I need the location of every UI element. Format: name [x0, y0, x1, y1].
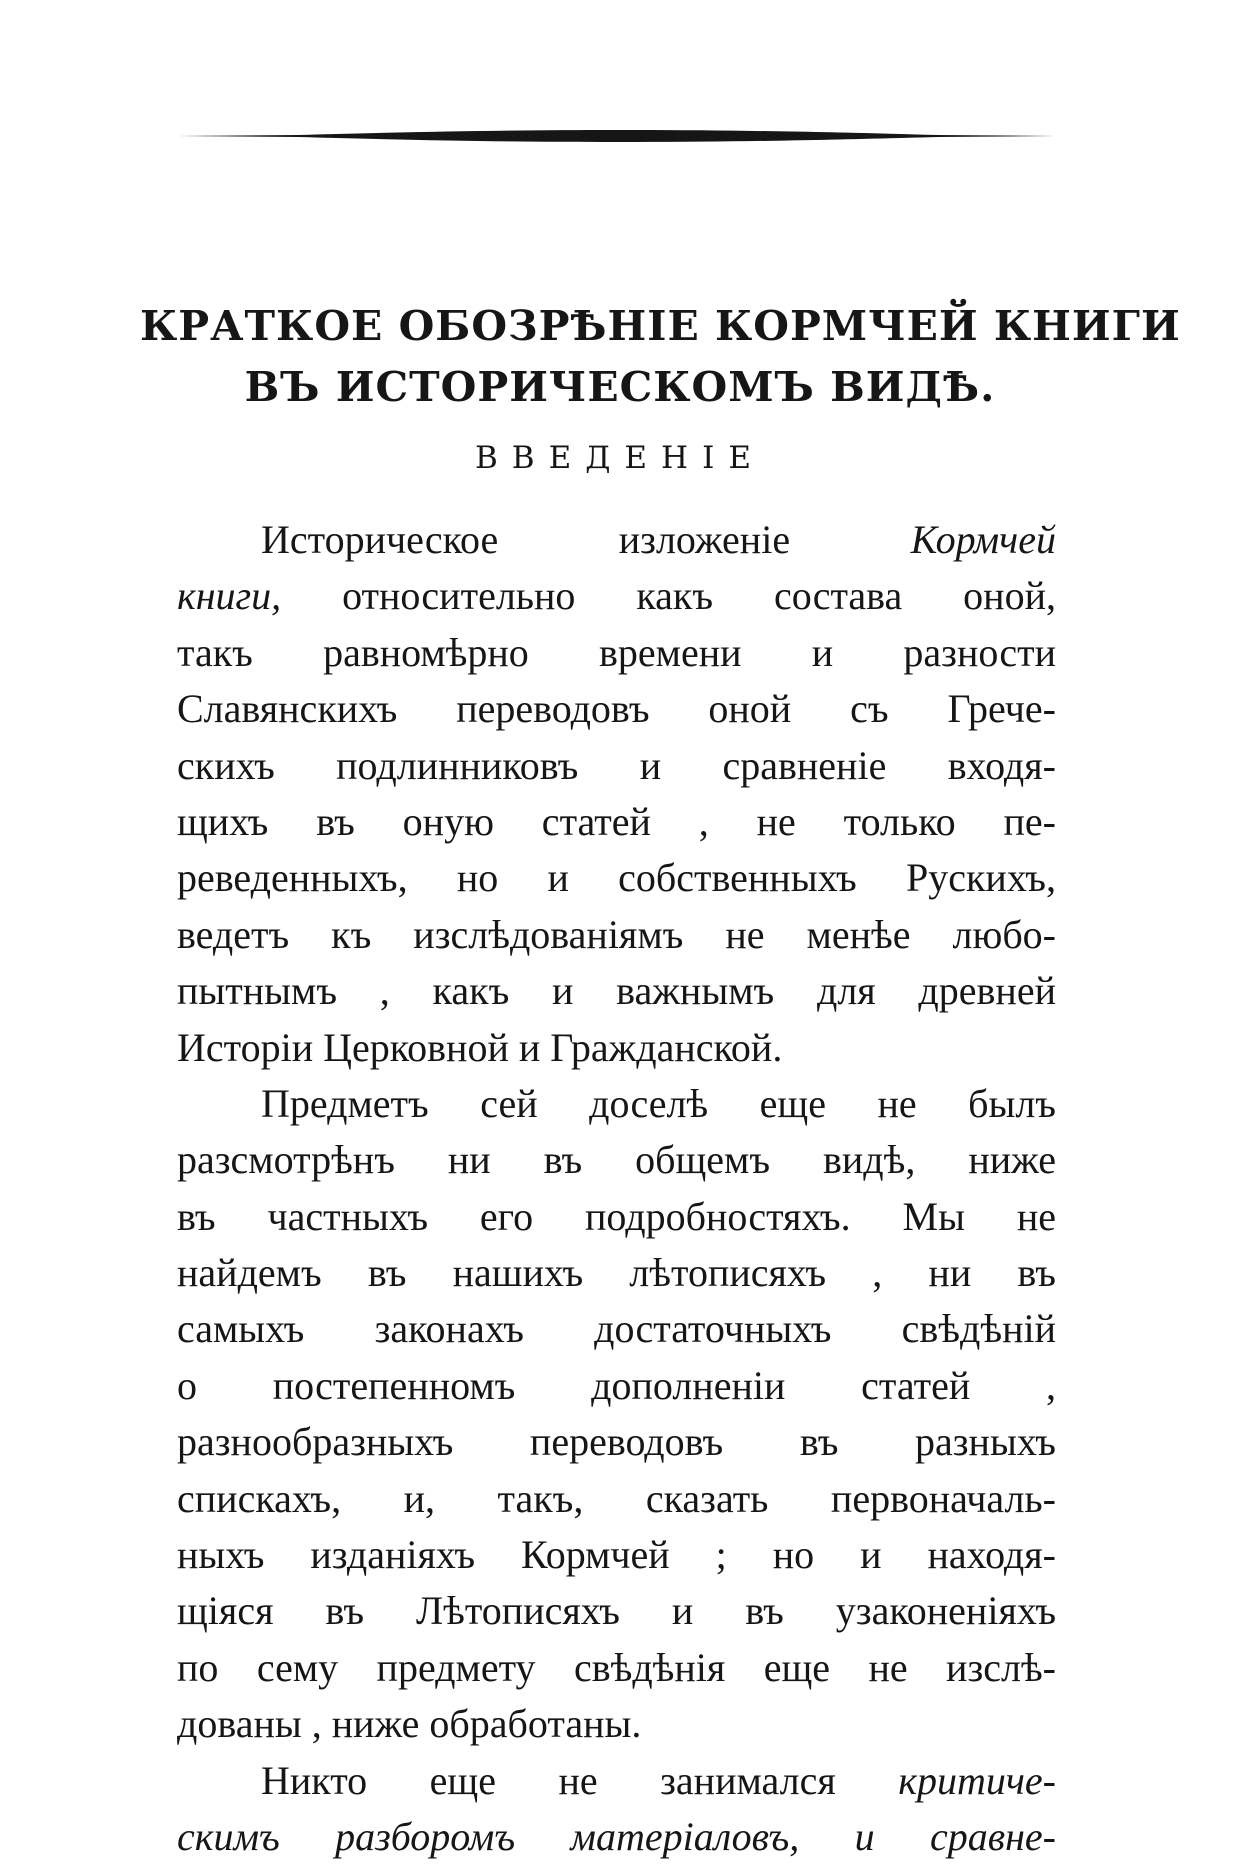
title-line-2: ВЪ ИСТОРИЧЕСКОМЪ ВИДѢ.: [244, 363, 996, 411]
text-line: [177, 1809, 1056, 1865]
text-line: [177, 625, 1056, 681]
text-line: [177, 738, 1056, 794]
text-run: Предметъ сей доселѣ еще не былъ: [261, 1080, 1056, 1126]
text-run: о постепенномъ дополненіи статей ,: [177, 1362, 1056, 1408]
italic-text: книги,: [177, 573, 282, 619]
text-run: Историческое изложеніе: [261, 517, 911, 562]
body-text: [177, 512, 1056, 1865]
text-run: разсмотрѣнъ ни въ общемъ видѣ, ниже: [177, 1137, 1056, 1183]
text-run: пытнымъ , какъ и важнымъ для древней: [177, 968, 1056, 1014]
text-line: [177, 1020, 1056, 1076]
text-run: скихъ подлинниковъ и сравненіе входя-: [177, 742, 1056, 788]
text-run: Славянскихъ переводовъ оной съ Грече-: [177, 686, 1056, 732]
section-heading: ВВЕДЕНІЕ: [475, 440, 765, 476]
text-run: самыхъ законахъ достаточныхъ свѣдѣній: [177, 1306, 1056, 1352]
text-run: щихъ въ оную статей , не только пе-: [177, 798, 1056, 844]
text-line: [177, 1358, 1056, 1414]
text-run: относительно какъ состава оной,: [281, 573, 1056, 619]
decorative-rule: [178, 128, 1056, 144]
text-run: найдемъ въ нашихъ лѣтописяхъ , ни въ: [177, 1250, 1056, 1296]
text-line: [177, 1640, 1056, 1696]
text-line: [177, 1583, 1056, 1639]
italic-text: критиче-: [898, 1757, 1056, 1803]
text-run: разнообразныхъ переводовъ въ разныхъ: [177, 1419, 1056, 1465]
text-run: ныхъ изданіяхъ Кормчей ; но и находя-: [177, 1532, 1056, 1578]
text-line: [177, 1076, 1056, 1132]
text-line: [177, 1189, 1056, 1245]
title-line-1: КРАТКОЕ ОБОЗРѢНІЕ КОРМЧЕЙ КНИГИ: [140, 302, 1181, 350]
text-line: [177, 850, 1056, 906]
text-line: [177, 1471, 1056, 1527]
text-run: по сему предмету свѣдѣнія еще не изслѣ-: [177, 1644, 1056, 1690]
text-run: реведенныхъ, но и собственныхъ Рускихъ,: [177, 855, 1056, 901]
text-run: въ частныхъ его подробностяхъ. Мы не: [177, 1193, 1056, 1239]
text-run: щіяся въ Лѣтописяхъ и въ узаконеніяхъ: [177, 1588, 1056, 1634]
text-line: [177, 1527, 1056, 1583]
text-line: [177, 794, 1056, 850]
text-run: ведетъ къ изслѣдованіямъ не менѣе любо-: [177, 911, 1056, 957]
text-line: [177, 512, 1056, 568]
text-line: [177, 1753, 1056, 1809]
text-run: Никто еще не занимался: [261, 1757, 899, 1803]
text-line: [177, 681, 1056, 737]
text-line: [177, 568, 1056, 624]
text-run: такъ равномѣрно времени и разности: [177, 629, 1056, 675]
text-line: [177, 907, 1056, 963]
text-run: спискахъ, и, такъ, сказать первоначаль-: [177, 1475, 1056, 1521]
text-run: Исторіи Церковной и Гражданской.: [177, 1024, 783, 1070]
text-line: [177, 1414, 1056, 1470]
text-line: [177, 1132, 1056, 1188]
italic-text: скимъ разборомъ матеріаловъ, и сравне-: [177, 1813, 1056, 1859]
italic-text: Кормчей: [910, 517, 1056, 562]
text-line: [177, 1696, 1056, 1752]
text-run: дованы , ниже обработаны.: [177, 1701, 642, 1747]
text-line: [177, 1301, 1056, 1357]
text-line: [177, 963, 1056, 1019]
text-line: [177, 1245, 1056, 1301]
